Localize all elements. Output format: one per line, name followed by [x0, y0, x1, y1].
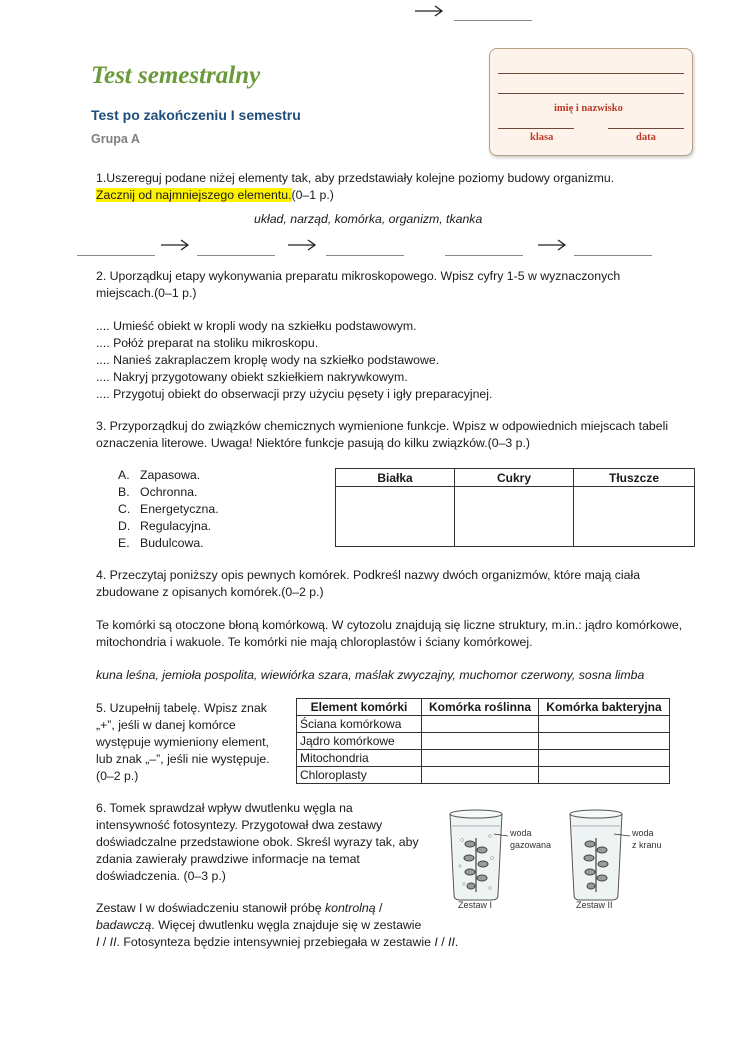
q3-option [118, 467, 219, 484]
option-word[interactable]: II [109, 935, 117, 949]
q3-instruction: 3. Przyporządkuj do związków chemicznych wymienione funkcje. Wpisz w odpowiednich miejscach tabeli [96, 419, 669, 433]
table-header: Tłuszcze [574, 469, 695, 487]
q2-step[interactable]: .... Nakryj przygotowany obiekt szkiełkiem nakrywkowym. [96, 370, 408, 384]
q6-sentence [96, 917, 476, 934]
q5-line: (0–2 p.) [96, 769, 139, 783]
option-letter: B. [118, 485, 130, 499]
answer-cell[interactable] [539, 750, 670, 767]
student-info-box [489, 48, 693, 156]
table-header: Białka [336, 469, 455, 487]
q6-sentence [96, 934, 476, 951]
q6-text-span: . Więcej dwutlenku węgla znajduje się w zestawie [151, 918, 422, 932]
q5-line: 5. Uzupełnij tabelę. Wpisz znak [96, 701, 267, 715]
q1-highlight: Zacznij od najmniejszego elementu. [96, 188, 292, 202]
q1-text [96, 170, 696, 204]
option-word[interactable]: kontrolną [324, 901, 376, 915]
q3-option [118, 535, 219, 552]
q6-line: intensywność fotosyntezy. Przygotował dwa zestawy [96, 818, 383, 832]
q3-table [335, 468, 695, 547]
page-subtitle: Test po zakończeniu I semestru [91, 107, 301, 123]
option-letter: A. [118, 468, 130, 482]
name-line-1[interactable] [498, 73, 684, 74]
q1-instruction: 1.Uszereguj podane niżej elementy tak, aby przedstawiały kolejne poziomy budowy organizmu. [96, 171, 615, 185]
table-row-label: Ściana komórkowa [297, 716, 422, 733]
table-header: Komórka bakteryjna [539, 699, 670, 716]
q6-text-span: Zestaw I w doświadczeniu stanowił próbę [96, 901, 325, 915]
q5-line: występuje wymieniony element, [96, 735, 269, 749]
page-title: Test semestralny [91, 62, 261, 89]
q1-blank-1[interactable] [77, 255, 155, 256]
q2-step[interactable]: .... Przygotuj obiekt do obserwacji przy użyciu pęsety i igły preparacyjnej. [96, 387, 493, 401]
q1-blank-3[interactable] [326, 255, 404, 256]
arrow-right-icon [160, 238, 190, 252]
answer-cell[interactable] [336, 487, 455, 547]
class-label: klasa [530, 132, 554, 143]
q4-desc-line: Te komórki są otoczone błoną komórkową. W cytozolu znajdują się liczne struktury, m.in.: jądro komórkowe, [96, 618, 683, 632]
q4-desc-line: mitochondria i wakuole. Te komórki nie mają chloroplastów i ściany komórkowej. [96, 635, 533, 649]
q3-text [96, 418, 716, 452]
q3-option [118, 518, 219, 535]
q5-line: lub znak „–”, jeśli nie występuje. [96, 752, 270, 766]
option-letter: D. [118, 519, 131, 533]
date-label: data [636, 132, 656, 143]
q6-line: doświadczenia. (0–3 p.) [96, 869, 226, 883]
q1-instruction-2 [96, 187, 696, 204]
q4-description [96, 617, 716, 651]
q6-text-span: / [437, 935, 449, 949]
class-line[interactable] [498, 128, 574, 129]
q1-blank-4[interactable] [445, 255, 523, 256]
answer-cell[interactable] [422, 733, 539, 750]
q1-blank-2[interactable] [197, 255, 275, 256]
option-word[interactable]: badawczą [96, 918, 152, 932]
option-text: Budulcowa. [140, 536, 204, 550]
q1-points: (0–1 p.) [291, 188, 334, 202]
option-text: Zapasowa. [140, 468, 201, 482]
table-row-label: Chloroplasty [297, 767, 422, 784]
q2-step[interactable]: .... Nanieś zakraplaczem kroplę wody na szkiełko podstawowe. [96, 353, 440, 367]
table-header: Komórka roślinna [422, 699, 539, 716]
name-line-2[interactable] [498, 93, 684, 94]
option-letter: C. [118, 502, 131, 516]
answer-cell[interactable] [455, 487, 574, 547]
answer-blank[interactable] [454, 20, 532, 21]
q4-instruction-2: zbudowane z opisanych komórek.(0–2 p.) [96, 585, 324, 599]
q6-text-span: . Fotosynteza będzie intensywniej przebiegała w zestawie [116, 935, 435, 949]
answer-cell[interactable] [574, 487, 695, 547]
q6-line: doświadczalne przedstawione obok. Skreśl wyrazy tak, aby [96, 835, 419, 849]
q2-step[interactable]: .... Umieść obiekt w kropli wody na szkiełku podstawowym. [96, 319, 417, 333]
q1-blank-5[interactable] [574, 255, 652, 256]
q6-line: zdania zawierały prawdziwe informacje na temat [96, 852, 360, 866]
table-header: Cukry [455, 469, 574, 487]
glass2-label-b: z kranu [632, 840, 662, 850]
option-word[interactable]: I [96, 935, 100, 949]
q2-instruction-2: miejscach.(0–1 p.) [96, 286, 197, 300]
table-row-label: Mitochondria [297, 750, 422, 767]
q5-line: „+”, jeśli w danej komórce [96, 718, 236, 732]
option-text: Regulacyjna. [140, 519, 212, 533]
arrow-right-icon [414, 4, 444, 18]
experiment-illustration [440, 800, 680, 910]
q4-text [96, 567, 716, 601]
q6-text-span: / [375, 901, 383, 915]
q5-table [296, 698, 670, 784]
date-line[interactable] [608, 128, 684, 129]
option-text: Ochronna. [140, 485, 198, 499]
table-row-label: Jądro komórkowe [297, 733, 422, 750]
q6-sentences [96, 900, 476, 951]
group-label: Grupa A [91, 132, 140, 146]
q2-steps [96, 318, 696, 403]
table-header: Element komórki [297, 699, 422, 716]
arrow-right-icon [287, 238, 317, 252]
glass1-label-a: woda [510, 828, 532, 838]
glass1-caption: Zestaw I [458, 900, 493, 910]
q4-instruction: 4. Przeczytaj poniższy opis pewnych komórek. Podkreśl nazwy dwóch organizmów, które mają ciała [96, 568, 641, 582]
q6-text-span: / [99, 935, 110, 949]
q6-text-span: . [454, 935, 459, 949]
glass-2 [570, 810, 630, 900]
q3-option [118, 501, 219, 518]
option-word[interactable]: II [448, 935, 455, 949]
option-text: Energetyczna. [140, 502, 219, 516]
q6-sentence [96, 900, 476, 917]
q5-text [96, 700, 296, 785]
q3-options [118, 467, 219, 552]
q3-instruction-2: oznaczenia literowe. Uwaga! Niektóre funkcje pasują do kilku związków.(0–3 p.) [96, 436, 531, 450]
answer-cell[interactable] [422, 716, 539, 733]
answer-cell[interactable] [422, 767, 539, 784]
q6-text [96, 800, 436, 885]
q2-text [96, 268, 706, 302]
glass-1 [450, 810, 508, 900]
glass1-label-b: gazowana [510, 840, 552, 850]
glass2-caption: Zestaw II [576, 900, 613, 910]
option-word[interactable]: I [434, 935, 438, 949]
q2-step[interactable]: .... Połóż preparat na stoliku mikroskopu. [96, 336, 319, 350]
q2-instruction: 2. Uporządkuj etapy wykonywania preparatu mikroskopowego. Wpisz cyfry 1-5 w wyznaczonych [96, 269, 621, 283]
option-letter: E. [118, 536, 130, 550]
glass2-label-a: woda [632, 828, 654, 838]
name-label: imię i nazwisko [554, 103, 623, 114]
answer-cell[interactable] [539, 733, 670, 750]
arrow-right-icon [537, 238, 567, 252]
q1-elements: układ, narząd, komórka, organizm, tkanka [254, 212, 483, 226]
answer-cell[interactable] [422, 750, 539, 767]
q4-organisms[interactable]: kuna leśna, jemioła pospolita, wiewiórka szara, maślak zwyczajny, muchomor czerwony, sosna limba [96, 668, 645, 682]
answer-cell[interactable] [539, 716, 670, 733]
answer-cell[interactable] [539, 767, 670, 784]
q3-option [118, 484, 219, 501]
q6-line: 6. Tomek sprawdzał wpływ dwutlenku węgla na [96, 801, 353, 815]
